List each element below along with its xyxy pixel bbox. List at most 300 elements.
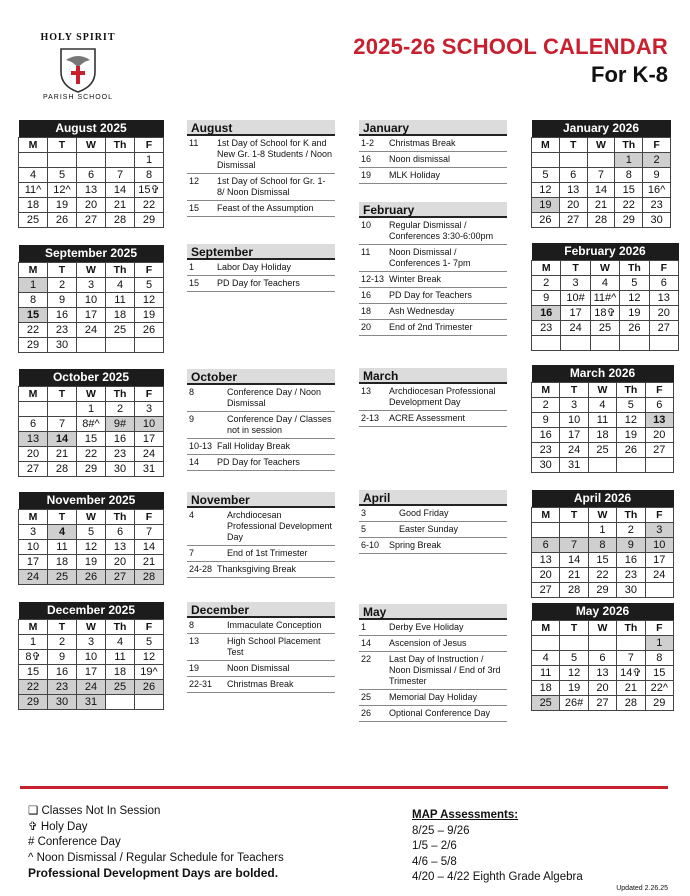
- event-item: [187, 677, 335, 693]
- events-april: [359, 490, 507, 554]
- calendar-day-cell: 8: [588, 537, 616, 552]
- calendar-day-cell: 18: [106, 664, 135, 679]
- logo-name-bottom: PARISH SCHOOL: [42, 94, 114, 101]
- calendar-month-title: May 2026: [532, 603, 674, 620]
- calendar-day-cell: 7: [106, 167, 135, 182]
- calendar-day-cell: 15: [645, 665, 673, 680]
- event-date: 4: [189, 510, 195, 520]
- event-item: [187, 201, 335, 217]
- calendar-day-cell: 17: [77, 307, 106, 322]
- calendar-day-cell: 12: [560, 665, 588, 680]
- calendar-day-cell: 22: [77, 446, 106, 461]
- calendar-day-cell: 9: [48, 649, 77, 664]
- event-month-title: December: [187, 602, 335, 618]
- calendar-day-cell: [532, 152, 560, 167]
- calendar-day-cell: 17: [560, 427, 588, 442]
- map-assessment-item: 4/6 – 5/8: [412, 855, 457, 868]
- calendar-day-cell: [561, 335, 590, 350]
- calendar-day-cell: [588, 457, 616, 472]
- calendar-day-cell: 22: [135, 197, 164, 212]
- event-description: Archdiocesan Professional Development Day: [389, 386, 496, 407]
- calendar-december-2025: [18, 602, 164, 710]
- calendar-day-cell: 10: [135, 416, 164, 431]
- calendar-day-cell: 1: [645, 635, 673, 650]
- calendar-week-row: [532, 680, 674, 695]
- calendar-day-cell: 19: [77, 554, 106, 569]
- event-description: Feast of the Assumption: [217, 203, 314, 213]
- calendar-day-cell: 25: [532, 695, 560, 710]
- event-item: [187, 260, 335, 276]
- school-logo: [28, 28, 128, 108]
- event-month-title: January: [359, 120, 507, 136]
- calendar-day-cell: 10: [77, 292, 106, 307]
- calendar-day-cell: [617, 635, 645, 650]
- calendar-day-cell: [77, 337, 106, 352]
- calendar-week-row: [19, 524, 164, 539]
- event-date: 8: [189, 620, 195, 630]
- calendar-week-row: [532, 522, 674, 537]
- event-item: [359, 288, 507, 304]
- calendar-day-cell: 3: [77, 277, 106, 292]
- title-sub: For K-8: [591, 62, 668, 87]
- calendar-day-cell: 12: [532, 182, 560, 197]
- calendar-day-cell: 7: [617, 650, 645, 665]
- event-date: 14: [189, 457, 200, 467]
- event-description: Ash Wednesday: [389, 306, 455, 316]
- calendar-day-cell: 17: [645, 552, 673, 567]
- event-month-title: April: [359, 490, 507, 506]
- calendar-month-title: December 2025: [19, 602, 164, 619]
- event-description: ACRE Assessment: [389, 413, 466, 423]
- calendar-day-cell: 5: [135, 634, 164, 649]
- calendar-day-cell: 23: [48, 322, 77, 337]
- calendar-day-cell: [135, 694, 164, 709]
- calendar-day-cell: 5: [48, 167, 77, 182]
- weekday-header: Th: [106, 137, 135, 152]
- legend-holy-day: ✞ Holy Day: [28, 820, 88, 833]
- calendar-day-cell: 15: [19, 307, 48, 322]
- event-description: Labor Day Holiday: [217, 262, 292, 272]
- weekday-header: W: [77, 509, 106, 524]
- calendar-day-cell: [559, 152, 587, 167]
- calendar-day-cell: [645, 582, 673, 597]
- event-date: 1-2: [361, 138, 375, 148]
- event-date: 22: [361, 654, 372, 664]
- event-date: 16: [361, 290, 372, 300]
- calendar-day-cell: [106, 152, 135, 167]
- calendar-week-row: [19, 322, 164, 337]
- calendar-month-title: October 2025: [19, 369, 164, 386]
- calendar-day-cell: [48, 401, 77, 416]
- event-date: 18: [361, 306, 372, 316]
- event-description: Derby Eve Holiday: [389, 622, 464, 632]
- calendar-day-cell: 25: [106, 322, 135, 337]
- weekday-header: W: [588, 620, 616, 635]
- calendar-day-cell: 14✞: [617, 665, 645, 680]
- calendar-day-cell: 2: [617, 522, 645, 537]
- event-item: [359, 320, 507, 336]
- event-description: End of 2nd Trimester: [389, 322, 473, 332]
- event-date: 15: [189, 203, 200, 213]
- calendar-day-cell: 17: [561, 305, 590, 320]
- weekday-header: W: [77, 262, 106, 277]
- calendar-week-row: [532, 537, 674, 552]
- calendar-month-title: February 2026: [532, 243, 679, 260]
- event-date: 13: [361, 386, 372, 396]
- calendar-day-cell: 12: [620, 290, 649, 305]
- weekday-header: T: [48, 137, 77, 152]
- weekday-header: M: [532, 507, 560, 522]
- calendar-day-cell: 19: [617, 427, 645, 442]
- event-item: [359, 706, 507, 722]
- calendar-week-row: [532, 427, 674, 442]
- calendar-day-cell: 5: [77, 524, 106, 539]
- event-item: [359, 272, 507, 288]
- weekday-header: F: [135, 386, 164, 401]
- event-item: [359, 168, 507, 184]
- legend-not-in-session: ❑ Classes Not In Session: [28, 805, 161, 817]
- calendar-day-cell: 14: [48, 431, 77, 446]
- calendar-day-cell: 20: [19, 446, 48, 461]
- calendar-week-row: [19, 401, 164, 416]
- calendar-day-cell: 27: [77, 212, 106, 227]
- calendar-day-cell: 25: [19, 212, 48, 227]
- calendar-day-cell: 24: [19, 569, 48, 584]
- calendar-day-cell: 14: [106, 182, 135, 197]
- weekday-header: M: [532, 382, 560, 397]
- calendar-day-cell: [106, 337, 135, 352]
- weekday-header: M: [19, 386, 48, 401]
- event-description: Spring Break: [389, 540, 442, 550]
- calendar-day-cell: 20: [532, 567, 560, 582]
- calendar-day-cell: 20: [106, 554, 135, 569]
- calendar-day-cell: 15: [588, 552, 616, 567]
- event-description: Archdiocesan Professional Development Day: [227, 510, 333, 542]
- calendar-week-row: [532, 552, 674, 567]
- calendar-week-row: [532, 567, 674, 582]
- calendar-day-cell: 4: [106, 634, 135, 649]
- event-date: 22-31: [189, 679, 213, 689]
- event-date: 2-13: [361, 413, 380, 423]
- calendar-week-row: [532, 320, 679, 335]
- calendar-day-cell: 13: [645, 412, 673, 427]
- calendar-week-row: [532, 335, 679, 350]
- event-item: [187, 439, 335, 455]
- calendar-day-cell: 11: [48, 539, 77, 554]
- calendar-february-2026: [531, 243, 679, 351]
- weekday-header: Th: [106, 262, 135, 277]
- weekday-header: M: [532, 620, 560, 635]
- calendar-day-cell: 7: [587, 167, 615, 182]
- events-february: [359, 202, 507, 336]
- weekday-header: Th: [617, 382, 645, 397]
- event-item: [359, 218, 507, 245]
- event-month-title: May: [359, 604, 507, 620]
- event-description: End of 1st Trimester: [227, 548, 308, 558]
- calendar-day-cell: 3: [19, 524, 48, 539]
- calendar-week-row: [532, 635, 674, 650]
- event-description: Fall Holiday Break: [217, 441, 291, 451]
- event-description: Christmas Break: [389, 138, 456, 148]
- calendar-day-cell: 28: [617, 695, 645, 710]
- events-march: [359, 368, 507, 427]
- weekday-header: Th: [617, 507, 645, 522]
- weekday-header: F: [135, 262, 164, 277]
- calendar-week-row: [532, 212, 671, 227]
- weekday-header: W: [588, 507, 616, 522]
- calendar-day-cell: 13: [106, 539, 135, 554]
- calendar-day-cell: 16: [48, 664, 77, 679]
- event-month-title: August: [187, 120, 335, 136]
- weekday-header: M: [532, 137, 560, 152]
- calendar-week-row: [19, 167, 164, 182]
- calendar-week-row: [532, 167, 671, 182]
- calendar-august-2025: [18, 120, 164, 228]
- calendar-day-cell: 26: [135, 679, 164, 694]
- event-item: [359, 136, 507, 152]
- event-item: [359, 152, 507, 168]
- calendar-day-cell: [587, 152, 615, 167]
- calendar-day-cell: 3: [645, 522, 673, 537]
- calendar-day-cell: 4: [588, 397, 616, 412]
- calendar-day-cell: 18✞: [590, 305, 619, 320]
- event-item: [187, 546, 335, 562]
- calendar-week-row: [532, 182, 671, 197]
- events-november: [187, 492, 335, 578]
- event-date: 1: [361, 622, 367, 632]
- calendar-day-cell: 1: [135, 152, 164, 167]
- calendar-week-row: [532, 582, 674, 597]
- calendar-march-2026: [531, 365, 674, 473]
- weekday-header: T: [48, 262, 77, 277]
- calendar-day-cell: 29: [77, 461, 106, 476]
- calendar-day-cell: 5: [560, 650, 588, 665]
- weekday-header: W: [587, 137, 615, 152]
- calendar-day-cell: 16: [617, 552, 645, 567]
- calendar-day-cell: 13: [77, 182, 106, 197]
- event-item: [187, 412, 335, 439]
- calendar-day-cell: 2: [643, 152, 671, 167]
- calendar-day-cell: 30: [643, 212, 671, 227]
- weekday-header: M: [19, 509, 48, 524]
- calendar-day-cell: [590, 335, 619, 350]
- calendar-day-cell: 6: [649, 275, 678, 290]
- calendar-day-cell: 17: [77, 664, 106, 679]
- weekday-header: T: [48, 619, 77, 634]
- logo-name-top: HOLY SPIRIT: [40, 32, 116, 43]
- calendar-week-row: [19, 634, 164, 649]
- event-item: [359, 384, 507, 411]
- calendar-day-cell: 28: [135, 569, 164, 584]
- calendar-day-cell: 22: [615, 197, 643, 212]
- weekday-header: T: [560, 620, 588, 635]
- weekday-header: F: [649, 260, 678, 275]
- calendar-day-cell: 29: [19, 694, 48, 709]
- calendar-day-cell: 24: [645, 567, 673, 582]
- calendar-day-cell: [77, 152, 106, 167]
- event-description: 1st Day of School for K and New Gr. 1-8 Students / Noon Dismissal: [217, 138, 333, 170]
- event-description: Noon Dismissal / Conferences 1- 7pm: [389, 247, 471, 268]
- calendar-week-row: [19, 197, 164, 212]
- events-september: [187, 244, 335, 292]
- event-item: [187, 508, 335, 546]
- event-date: 9: [189, 414, 195, 424]
- event-date: 16: [361, 154, 372, 164]
- calendar-day-cell: 22: [19, 322, 48, 337]
- calendar-day-cell: 26: [617, 442, 645, 457]
- calendar-day-cell: 27: [645, 442, 673, 457]
- page-title: [353, 34, 668, 88]
- calendar-day-cell: 18: [532, 680, 560, 695]
- calendar-day-cell: 22^: [645, 680, 673, 695]
- calendar-week-row: [19, 569, 164, 584]
- event-date: 12-13: [361, 274, 385, 284]
- calendar-day-cell: [617, 457, 645, 472]
- weekday-header: T: [48, 386, 77, 401]
- calendar-day-cell: 17: [135, 431, 164, 446]
- calendar-week-row: [532, 650, 674, 665]
- legend-pd-days: Professional Development Days are bolded.: [28, 866, 279, 880]
- event-description: Christmas Break: [227, 679, 294, 689]
- calendar-day-cell: 7: [48, 416, 77, 431]
- event-date: 20: [361, 322, 372, 332]
- event-item: [187, 618, 335, 634]
- calendar-day-cell: 14: [587, 182, 615, 197]
- map-assessment-item: 8/25 – 9/26: [412, 824, 470, 837]
- calendar-day-cell: 9: [617, 537, 645, 552]
- calendar-week-row: [19, 337, 164, 352]
- weekday-header: T: [559, 137, 587, 152]
- event-item: [359, 538, 507, 554]
- event-date: 25: [361, 692, 372, 702]
- calendar-day-cell: [532, 635, 560, 650]
- calendar-day-cell: 18: [588, 427, 616, 442]
- calendar-week-row: [19, 292, 164, 307]
- event-month-title: November: [187, 492, 335, 508]
- calendar-september-2025: [18, 245, 164, 353]
- calendar-day-cell: 29: [19, 337, 48, 352]
- calendar-day-cell: 18: [48, 554, 77, 569]
- calendar-month-title: August 2025: [19, 120, 164, 137]
- event-date: 12: [189, 176, 200, 186]
- event-description: Immaculate Conception: [227, 620, 322, 630]
- calendar-day-cell: 15✞: [135, 182, 164, 197]
- calendar-day-cell: [19, 401, 48, 416]
- calendar-day-cell: 21: [48, 446, 77, 461]
- event-item: [187, 634, 335, 661]
- updated-note: Updated 2.26.25: [616, 885, 668, 892]
- calendar-day-cell: 15: [19, 664, 48, 679]
- calendar-week-row: [532, 305, 679, 320]
- calendar-day-cell: 10: [560, 412, 588, 427]
- calendar-day-cell: [106, 694, 135, 709]
- calendar-day-cell: 1: [77, 401, 106, 416]
- calendar-day-cell: 22: [19, 679, 48, 694]
- calendar-week-row: [19, 307, 164, 322]
- calendar-month-title: September 2025: [19, 245, 164, 262]
- calendar-day-cell: 23: [532, 442, 560, 457]
- weekday-header: F: [645, 382, 673, 397]
- legend-conference-day: # Conference Day: [28, 836, 121, 848]
- calendar-day-cell: 8#^: [77, 416, 106, 431]
- calendar-day-cell: 8: [615, 167, 643, 182]
- calendar-day-cell: 20: [645, 427, 673, 442]
- event-description: Noon dismissal: [389, 154, 451, 164]
- event-description: Thanksgiving Break: [217, 564, 297, 574]
- event-item: [359, 620, 507, 636]
- calendar-day-cell: 13: [532, 552, 560, 567]
- calendar-day-cell: 13: [649, 290, 678, 305]
- event-item: [359, 522, 507, 538]
- calendar-day-cell: 6: [588, 650, 616, 665]
- weekday-header: T: [48, 509, 77, 524]
- calendar-day-cell: 21: [617, 680, 645, 695]
- calendar-month-title: November 2025: [19, 492, 164, 509]
- calendar-day-cell: 27: [559, 212, 587, 227]
- calendar-day-cell: 6: [645, 397, 673, 412]
- weekday-header: T: [561, 260, 590, 275]
- event-item: [187, 276, 335, 292]
- calendar-day-cell: 4: [590, 275, 619, 290]
- calendar-day-cell: 19^: [135, 664, 164, 679]
- calendar-day-cell: 30: [617, 582, 645, 597]
- calendar-day-cell: 15: [615, 182, 643, 197]
- calendar-week-row: [19, 431, 164, 446]
- calendar-day-cell: 4: [48, 524, 77, 539]
- weekday-header: F: [135, 619, 164, 634]
- event-item: [187, 136, 335, 174]
- event-item: [359, 636, 507, 652]
- event-date: 11: [189, 138, 199, 148]
- calendar-day-cell: 1: [588, 522, 616, 537]
- calendar-day-cell: 1: [19, 277, 48, 292]
- calendar-day-cell: 4: [19, 167, 48, 182]
- weekday-header: Th: [620, 260, 649, 275]
- weekday-header: F: [643, 137, 671, 152]
- calendar-day-cell: 5: [620, 275, 649, 290]
- calendar-day-cell: 30: [48, 337, 77, 352]
- weekday-header: M: [19, 619, 48, 634]
- calendar-day-cell: 12^: [48, 182, 77, 197]
- event-item: [359, 506, 507, 522]
- calendar-day-cell: [532, 335, 561, 350]
- calendar-day-cell: 21: [106, 197, 135, 212]
- calendar-day-cell: [645, 457, 673, 472]
- event-description: Last Day of Instruction / Noon Dismissal / End of 3rd Trimester: [389, 654, 501, 686]
- event-description: Noon Dismissal: [227, 663, 290, 673]
- calendar-day-cell: 25: [588, 442, 616, 457]
- event-date: 8: [189, 387, 195, 397]
- weekday-header: M: [19, 262, 48, 277]
- calendar-day-cell: 18: [106, 307, 135, 322]
- event-date: 26: [361, 708, 372, 718]
- weekday-header: Th: [106, 386, 135, 401]
- calendar-day-cell: 20: [559, 197, 587, 212]
- calendar-day-cell: 26: [77, 569, 106, 584]
- calendar-day-cell: [48, 152, 77, 167]
- event-item: [187, 174, 335, 201]
- calendar-day-cell: 23: [643, 197, 671, 212]
- calendar-october-2025: [18, 369, 164, 477]
- calendar-day-cell: [135, 337, 164, 352]
- calendar-week-row: [19, 461, 164, 476]
- calendar-week-row: [532, 197, 671, 212]
- calendar-day-cell: 4: [106, 277, 135, 292]
- event-date: 1: [189, 262, 195, 272]
- calendar-day-cell: 24: [77, 679, 106, 694]
- weekday-header: Th: [617, 620, 645, 635]
- calendar-week-row: [19, 446, 164, 461]
